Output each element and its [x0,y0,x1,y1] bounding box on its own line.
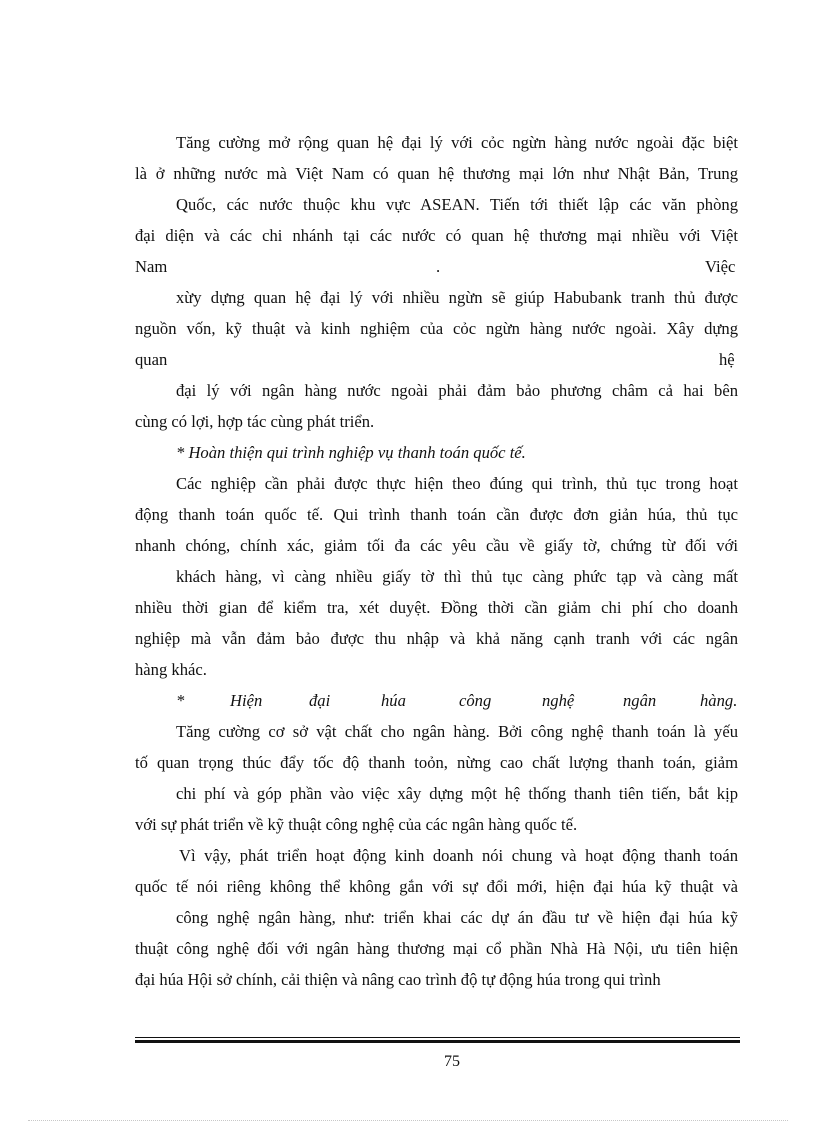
heading-word: nghệ [542,691,575,710]
text-line: đại lý với ngân hàng nước ngoài phải đảm bảo phương châm cả hai bên [176,381,738,400]
text-word: hệ [719,350,735,369]
heading-word: húa [381,691,406,710]
page-edge-divider [28,1120,788,1121]
section-heading: * Hoàn thiện qui trình nghiệp vụ thanh toán quốc tế. [176,443,526,462]
text-line: nhiều thời gian để kiểm tra, xét duyệt. Đồng thời cần giảm chi phí cho doanh [135,598,738,617]
text-line: nghiệp mà vẫn đảm bảo được thu nhập và khả năng cạnh tranh với các ngân [135,629,738,648]
text-line: quốc tế nói riêng không thể không gắn với sự đổi mới, hiện đại húa kỹ thuật và [135,877,738,896]
text-line: tố quan trọng thúc đẩy tốc độ thanh toỏn, nừng cao chất lượng thanh toán, giảm [135,753,738,772]
text-word: quan [135,350,168,369]
text-line: công nghệ ngân hàng, như: triển khai các dự án đầu tư về hiện đại húa kỹ [176,908,738,927]
text-line: nguồn vốn, kỹ thuật và kinh nghiệm của cỏc ngừn hàng nước ngoài. Xây dựng [135,319,738,338]
text-line: xừy dựng quan hệ đại lý với nhiều ngừn sẽ giúp Habubank tranh thủ được [176,288,738,307]
text-line: cùng có lợi, hợp tác cùng phát triển. [135,412,375,431]
text-line: với sự phát triển về kỹ thuật công nghệ của các ngân hàng quốc tế. [135,815,578,834]
text-line: Quốc, các nước thuộc khu vực ASEAN. Tiến tới thiết lập các văn phòng [176,195,738,214]
text-line: Vì vậy, phát triển hoạt động kinh doanh nói chung và hoạt động thanh toán [179,846,738,865]
heading-word: Hiện [230,691,263,710]
page-number: 75 [444,1053,460,1070]
heading-word: * [176,691,185,710]
text-line: Tăng cường mở rộng quan hệ đại lý với cỏc ngừn hàng nước ngoài đặc biệt [176,133,738,152]
text-word: Việc [705,257,736,276]
text-line: là ở những nước mà Việt Nam có quan hệ thương mại lớn như Nhật Bản, Trung [135,164,738,183]
heading-word: hàng. [700,691,738,710]
heading-word: công [459,691,492,710]
footer-double-rule [135,1037,740,1043]
text-word: . [436,257,441,276]
text-line: Các nghiệp cần phải được thực hiện theo đúng qui trình, thủ tục trong hoạt [176,474,738,493]
text-line: đại húa Hội sở chính, cải thiện và nâng cao trình độ tự động húa trong qui trình [135,970,661,989]
text-line: hàng khác. [135,660,207,679]
text-line: khách hàng, vì càng nhiều giấy tờ thì thủ tục càng phức tạp và càng mất [176,567,738,586]
text-word: Nam [135,257,168,276]
text-line: thuật công nghệ đối với ngân hàng thương mại cổ phần Nhà Hà Nội, ưu tiên hiện [135,939,738,958]
text-line: động thanh toán quốc tế. Qui trình thanh toán cần được đơn giản húa, thủ tục [135,505,738,524]
heading-word: ngân [623,691,657,710]
heading-word: đại [309,691,331,710]
text-line: đại diện và các chi nhánh tại các nước có quan hệ thương mại nhiều với Việt [135,226,738,245]
text-line: nhanh chóng, chính xác, giảm tối đa các yêu cầu về giấy tờ, chứng từ đối với [135,536,738,555]
text-line: chi phí và góp phần vào việc xây dựng một hệ thống thanh tiên tiến, bắt kịp [176,784,738,803]
text-line: Tăng cường cơ sở vật chất cho ngân hàng. Bởi công nghệ thanh toán là yếu [176,722,738,741]
